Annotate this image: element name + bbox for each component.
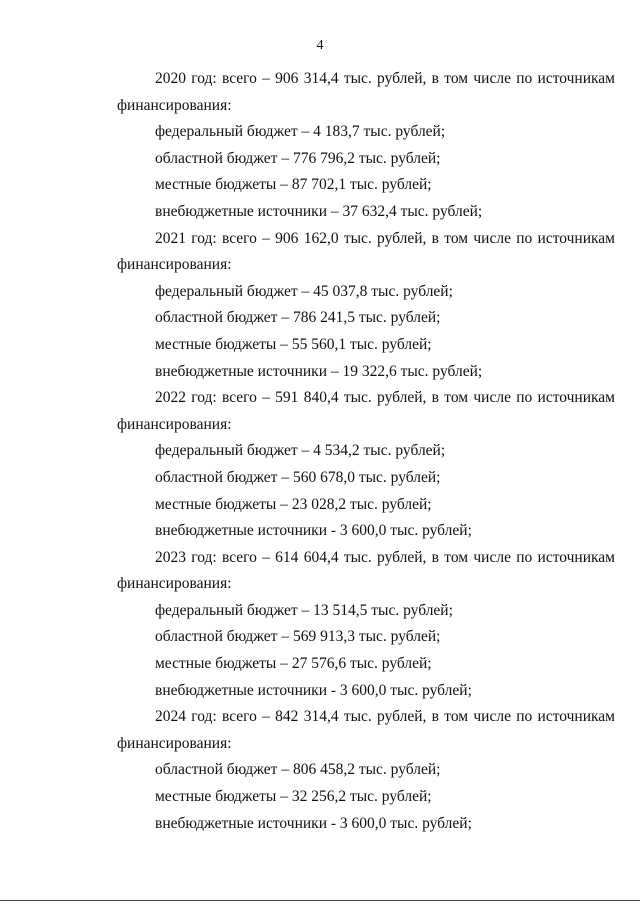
financing-sources-label: финансирования: — [117, 256, 232, 274]
financing-sources-label: финансирования: — [117, 415, 232, 433]
year-block — [117, 545, 615, 705]
budget-line: внебюджетные источники – 19 322,6 тыс. рублей; — [155, 362, 483, 380]
budget-line: областной бюджет – 560 678,0 тыс. рублей; — [155, 468, 441, 486]
year-block — [117, 704, 615, 837]
year-block — [117, 66, 615, 226]
financing-sources-label: финансирования: — [117, 575, 232, 593]
budget-line: федеральный бюджет – 45 037,8 тыс. рублей; — [155, 282, 453, 300]
year-total-line: 2023 год: всего – 614 604,4 тыс. рублей, в том числе по источникам — [155, 548, 615, 566]
year-block — [117, 385, 615, 545]
budget-line: внебюджетные источники - 3 600,0 тыс. рублей; — [155, 814, 472, 832]
page-number: 4 — [316, 38, 324, 53]
budget-line: внебюджетные источники - 3 600,0 тыс. рублей; — [155, 522, 472, 540]
year-total-line: 2020 год: всего – 906 314,4 тыс. рублей, в том числе по источникам — [155, 70, 615, 87]
year-total-line: 2022 год: всего – 591 840,4 тыс. рублей, в том числе по источникам — [155, 389, 615, 407]
budget-line: областной бюджет – 806 458,2 тыс. рублей; — [155, 761, 441, 779]
document-body — [117, 66, 615, 837]
budget-line: областной бюджет – 786 241,5 тыс. рублей; — [155, 309, 441, 327]
budget-line: местные бюджеты – 87 702,1 тыс. рублей; — [155, 176, 432, 194]
budget-line: местные бюджеты – 27 576,6 тыс. рублей; — [155, 655, 432, 673]
budget-line: областной бюджет – 569 913,3 тыс. рублей; — [155, 628, 441, 646]
year-total-line: 2024 год: всего – 842 314,4 тыс. рублей, в том числе по источникам — [155, 708, 615, 726]
budget-line: федеральный бюджет – 4 183,7 тыс. рублей; — [155, 123, 446, 141]
budget-line: внебюджетные источники – 37 632,4 тыс. рублей; — [155, 202, 483, 220]
budget-line: федеральный бюджет – 4 534,2 тыс. рублей; — [155, 442, 446, 460]
budget-line: местные бюджеты – 23 028,2 тыс. рублей; — [155, 495, 432, 513]
budget-line: местные бюджеты – 55 560,1 тыс. рублей; — [155, 335, 432, 353]
footer-rule — [0, 900, 640, 901]
budget-line: местные бюджеты – 32 256,2 тыс. рублей; — [155, 788, 432, 806]
budget-line: областной бюджет – 776 796,2 тыс. рублей; — [155, 149, 441, 167]
financing-sources-label: финансирования: — [117, 734, 232, 752]
financing-sources-label: финансирования: — [117, 96, 232, 114]
year-block — [117, 226, 615, 386]
budget-line: внебюджетные источники - 3 600,0 тыс. рублей; — [155, 681, 472, 699]
budget-line: федеральный бюджет – 13 514,5 тыс. рублей; — [155, 601, 453, 619]
year-total-line: 2021 год: всего – 906 162,0 тыс. рублей, в том числе по источникам — [155, 229, 615, 247]
